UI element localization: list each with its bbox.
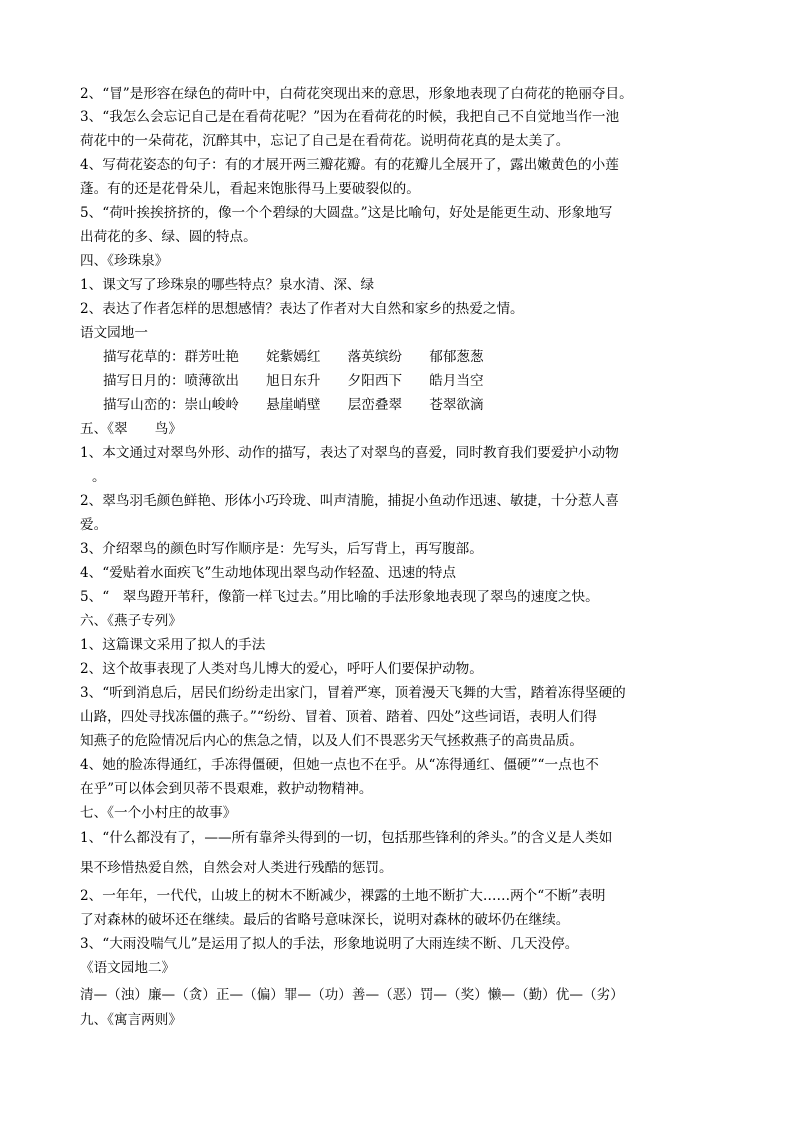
text-line: 4、“爱贴着水面疾飞”生动地体现出翠鸟动作轻盈、迅速的特点 <box>80 565 456 581</box>
text-line: 山路，四处寻找冻僵的燕子。”“纷纷、冒着、顶着、踏着、四处”这些词语，表明人们得 <box>80 709 598 725</box>
text-line: 1、“什么都没有了，——所有靠斧头得到的一切，包括那些锋利的斧头。”的含义是人类如 <box>80 830 613 846</box>
text-line: 2、一年年，一代代，山坡上的树木不断减少，裸露的土地不断扩大……两个“不断”表明 <box>80 888 606 904</box>
text-line: 3、“我怎么会忘记自己是在看荷花呢？”因为在看荷花的时候，我把自己不自觉地当作一池 <box>80 109 620 125</box>
text-line: 描写山峦的：崇山峻岭 悬崖峭壁 层峦叠翠 苍翠欲滴 <box>103 397 484 413</box>
text-line: 1、课文写了珍珠泉的哪些特点？泉水清、深、绿 <box>80 277 375 293</box>
text-line: 在乎”可以体会到贝蒂不畏艰难，救护动物精神。 <box>80 781 373 797</box>
text-line: 2、“冒”是形容在绿色的荷叶中，白荷花突现出来的意思，形象地表现了白荷花的艳丽夺目。 <box>80 86 633 102</box>
text-line: 描写花草的：群芳吐艳 姹紫嫣红 落英缤纷 郁郁葱葱 <box>103 349 484 365</box>
section-heading: 九、《寓言两则》 <box>80 1012 182 1028</box>
text-line: 。 <box>92 469 106 485</box>
text-line: 5、“ 翠鸟蹬开苇秆，像箭一样飞过去。”用比喻的手法形象地表现了翠鸟的速度之快。 <box>80 589 599 605</box>
text-line: 1、这篇课文采用了拟人的手法 <box>80 637 266 653</box>
section-heading: 《语文园地二》 <box>80 960 176 976</box>
text-line: 2、翠鸟羽毛颜色鲜艳、形体小巧玲珑、叫声清脆，捕捉小鱼动作迅速、敏捷，十分惹人喜 <box>80 493 619 509</box>
section-heading: 语文园地一 <box>80 325 148 341</box>
text-line: 描写日月的：喷薄欲出 旭日东升 夕阳西下 皓月当空 <box>103 373 484 389</box>
text-line: 荷花中的一朵荷花，沉醉其中，忘记了自己是在看荷花。说明荷花真的是太美了。 <box>80 133 570 149</box>
text-line: 4、她的脸冻得通红，手冻得僵硬，但她一点也不在乎。从“冻得通红、僵硬”“一点也不 <box>80 757 599 773</box>
text-line: 爱。 <box>80 517 108 533</box>
section-heading: 七、《一个小村庄的故事》 <box>80 805 237 821</box>
text-line: 出荷花的多、绿、圆的特点。 <box>80 229 257 245</box>
section-heading: 五、《翠 鸟》 <box>80 421 182 437</box>
text-line: 知燕子的危险情况后内心的焦急之情，以及人们不畏恶劣天气拯救燕子的高贵品质。 <box>80 733 583 749</box>
text-line: 3、“大雨没喘气儿”是运用了拟人的手法，形象地说明了大雨连续不断、几天没停。 <box>80 936 579 952</box>
text-line: 1、本文通过对翠鸟外形、动作的描写，表达了对翠鸟的喜爱，同时教育我们要爱护小动物 <box>80 445 619 461</box>
text-line: 3、“听到消息后，居民们纷纷走出家门，冒着严寒，顶着漫天飞舞的大雪，踏着冻得坚硬的 <box>80 685 626 701</box>
section-heading: 六、《燕子专列》 <box>80 613 182 629</box>
text-line: 3、介绍翠鸟的颜色时写作顺序是：先写头，后写背上，再写腹部。 <box>80 541 483 557</box>
section-heading: 四、《珍珠泉》 <box>80 253 169 269</box>
text-line: 了对森林的破坏还在继续。最后的省略号意味深长，说明对森林的破坏仍在继续。 <box>80 912 570 928</box>
text-line: 2、表达了作者怎样的思想感情？表达了作者对大自然和家乡的热爱之情。 <box>80 301 524 317</box>
text-line: 清—（浊）廉—（贪）正—（偏）罪—（功）善—（恶）罚—（奖）懒—（勤）优—（劣） <box>80 987 624 1003</box>
text-line: 2、这个故事表现了人类对鸟儿博大的爱心，呼吁人们要保护动物。 <box>80 661 483 677</box>
text-line: 5、“荷叶挨挨挤挤的，像一个个碧绿的大圆盘。”这是比喻句，好处是能更生动、形象地写 <box>80 205 613 221</box>
text-line: 4、写荷花姿态的句子：有的才展开两三瓣花瓣。有的花瓣儿全展开了，露出嫩黄色的小莲 <box>80 157 619 173</box>
text-line: 果不珍惜热爱自然，自然会对人类进行残酷的惩罚。 <box>80 860 393 876</box>
text-line: 蓬。有的还是花骨朵儿，看起来饱胀得马上要破裂似的。 <box>80 181 420 197</box>
